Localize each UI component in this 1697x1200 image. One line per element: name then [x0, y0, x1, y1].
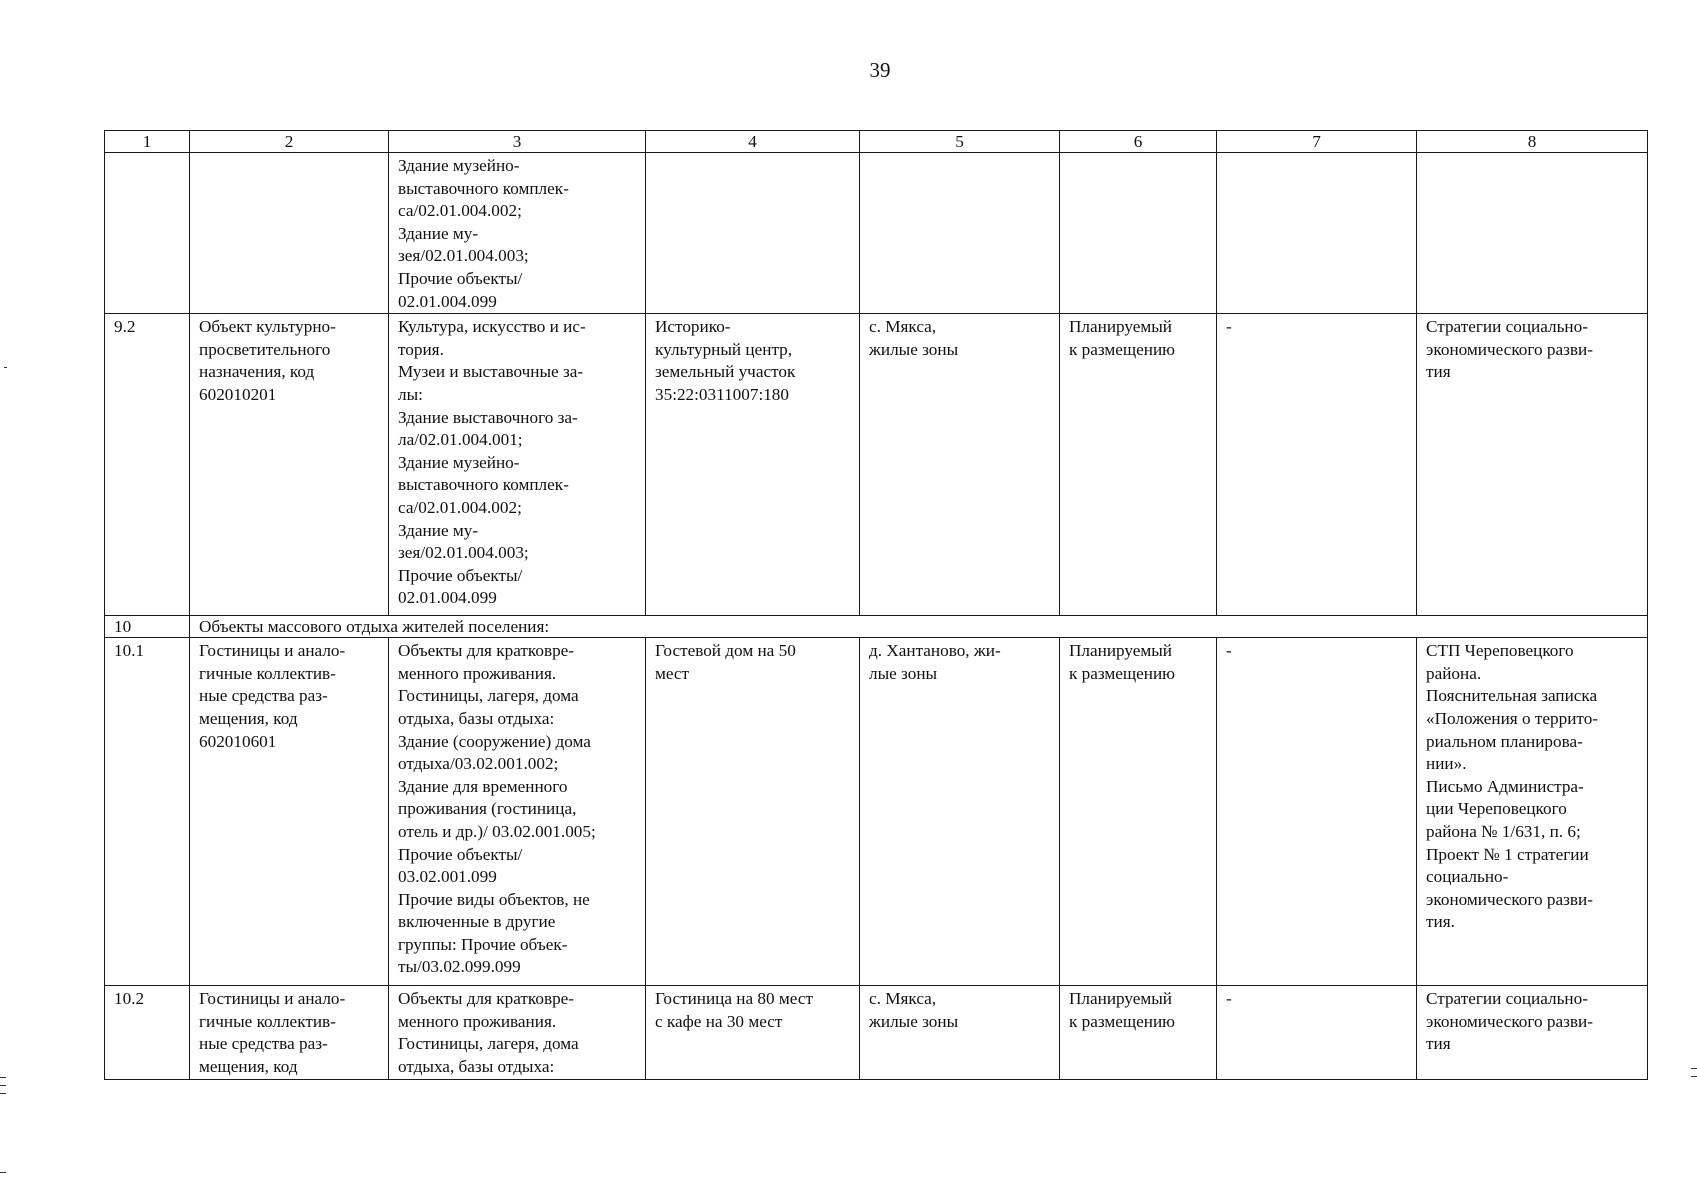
column-header: 2 [190, 131, 389, 153]
cell-zone: - [1217, 314, 1417, 616]
cell-basis: СТП Череповецкого района. Пояснительная записка «Положения о террито- риальном планирова- нии». Письмо Администра- ции Череповецкого района № 1/631, п. 6; Проект № 1 стратегии социально- экономического разви- тия. [1417, 638, 1648, 986]
table-row [105, 314, 1648, 616]
cell-object [646, 153, 860, 314]
cell-zone: - [1217, 638, 1417, 986]
cell-location: с. Мякса, жилые зоны [860, 986, 1060, 1079]
scan-margin-mark [0, 1085, 6, 1086]
cell-type: Культура, искусство и ис- тория. Музеи и выставочные за- лы: Здание выставочного за- ла/02.01.004.001; Здание музейно- выставочного комплек- са/02.01.004.002; Здание му- зея/02.01.004.003; Прочие объекты/ 02.01.004.099 [389, 314, 646, 616]
column-header: 4 [646, 131, 860, 153]
cell-name: Объект культурно- просветительного назначения, код 602010201 [190, 314, 389, 616]
cell-name: Гостиницы и анало- гичные коллектив- ные средства раз- мещения, код 602010601 [190, 638, 389, 986]
scan-margin-mark [1691, 1068, 1697, 1069]
cell-location [860, 153, 1060, 314]
cell-object: Историко- культурный центр, земельный участок 35:22:0311007:180 [646, 314, 860, 616]
column-header: 5 [860, 131, 1060, 153]
cell-num [105, 153, 190, 314]
column-header: 6 [1060, 131, 1217, 153]
cell-object: Гостевой дом на 50 мест [646, 638, 860, 986]
cell-name: Гостиницы и анало- гичные коллектив- ные средства раз- мещения, код [190, 986, 389, 1079]
table-row [105, 153, 1648, 314]
cell-status: Планируемый к размещению [1060, 986, 1217, 1079]
objects-table [104, 130, 1648, 1080]
page-number: 39 [869, 58, 891, 82]
cell-location: д. Хантаново, жи- лые зоны [860, 638, 1060, 986]
table-row [105, 638, 1648, 986]
cell-status: Планируемый к размещению [1060, 638, 1217, 986]
cell-name [190, 153, 389, 314]
column-header: 3 [389, 131, 646, 153]
scan-margin-mark [0, 1077, 6, 1078]
table-row [105, 986, 1648, 1079]
column-header: 1 [105, 131, 190, 153]
cell-num: 10 [105, 616, 190, 638]
scan-margin-mark [0, 1093, 6, 1094]
table-header-row [105, 131, 1648, 153]
cell-num: 9.2 [105, 314, 190, 616]
cell-type: Объекты для кратковре- менного проживания. Гостиницы, лагеря, дома отдыха, базы отдыха: Здание (сооружение) дома отдыха/03.02.001.002; Здание для временного проживания (гостиница, отель и др.)/ 03.02.001.005; Прочие объекты/ 03.02.001.099 Прочие виды объектов, не включенные в другие группы: Прочие объек- ты/03.02.099.099 [389, 638, 646, 986]
scan-margin-mark [1691, 1076, 1697, 1077]
cell-basis: Стратегии социально- экономического разви- тия [1417, 986, 1648, 1079]
cell-object: Гостиница на 80 мест с кафе на 30 мест [646, 986, 860, 1079]
cell-status [1060, 153, 1217, 314]
column-header: 7 [1217, 131, 1417, 153]
column-header: 8 [1417, 131, 1648, 153]
cell-status: Планируемый к размещению [1060, 314, 1217, 616]
scan-margin-mark [4, 367, 7, 368]
cell-type: Здание музейно- выставочного комплек- са/02.01.004.002; Здание му- зея/02.01.004.003; Прочие объекты/ 02.01.004.099 [389, 153, 646, 314]
cell-zone [1217, 153, 1417, 314]
section-row [105, 616, 1648, 638]
cell-location: с. Мякса, жилые зоны [860, 314, 1060, 616]
cell-basis: Стратегии социально- экономического разви- тия [1417, 314, 1648, 616]
cell-zone: - [1217, 986, 1417, 1079]
section-title: Объекты массового отдыха жителей поселения: [190, 616, 1648, 638]
cell-num: 10.1 [105, 638, 190, 986]
cell-type: Объекты для кратковре- менного проживания. Гостиницы, лагеря, дома отдыха, базы отдыха: [389, 986, 646, 1079]
cell-basis [1417, 153, 1648, 314]
cell-num: 10.2 [105, 986, 190, 1079]
scan-margin-mark [0, 1172, 6, 1173]
